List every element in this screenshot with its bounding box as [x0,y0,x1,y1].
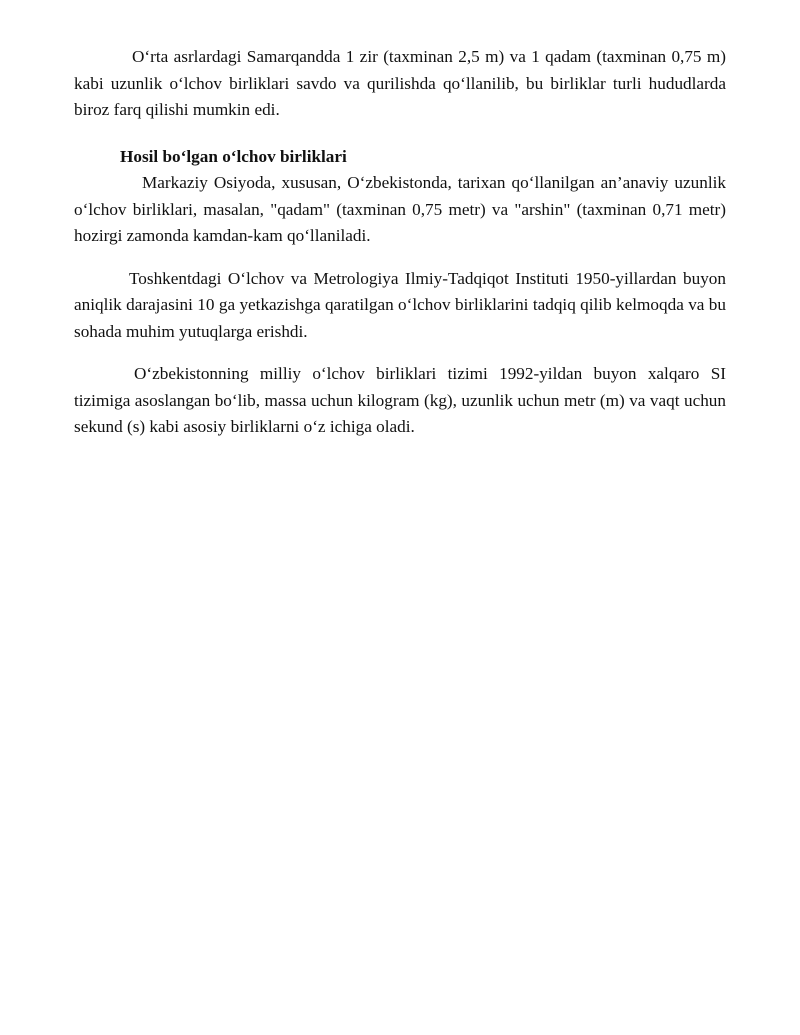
paragraph-spacer [74,124,726,144]
paragraph-central-asia-units: Markaziy Osiyoda, xususan, O‘zbekistonda, tarixan qo‘llanilgan an’anaviy uzunlik o‘lchov birliklari, masalan, "qadam" (taxminan 0,75 metr) va "arshin" (taxminan 0,71 metr) hozirgi zamonda kamdan-kam qo‘llaniladi. [74,173,726,245]
paragraph-tashkent-institute: Toshkentdagi O‘lchov va Metrologiya Ilmiy-Tadqiqot Instituti 1950-yillardan buyon aniqlik darajasini 10 ga yetkazishga qaratilgan o‘lchov birliklarini tadqiq qilib kelmoqda va bu sohada muhim yutuqlarga erishdi. [74,268,726,341]
paragraph-samarqand-units: O‘rta asrlardagi Samarqandda 1 zir (taxminan 2,5 m) va 1 qadam (taxminan 0,75 m) kabi uzunlik o‘lchov birliklari savdo va qurilishda qo‘llanilib, bu birliklar turli hududlarda biroz farq qilishi mumkin edi. [74,47,726,119]
section-heading: Hosil bo‘lgan o‘lchov birliklari [120,146,347,166]
document-page [74,44,726,441]
paragraph-spacer [74,345,726,361]
paragraph-spacer [74,250,726,266]
paragraph-national-si-system: O‘zbekistonning milliy o‘lchov birliklari tizimi 1992-yildan buyon xalqaro SI tizimiga asoslangan bo‘lib, massa uchun kilogram (kg), uzunlik uchun metr (m) va vaqt uchun sekund (s) kabi asosiy birliklarni o‘z ichiga oladi. [74,364,726,436]
